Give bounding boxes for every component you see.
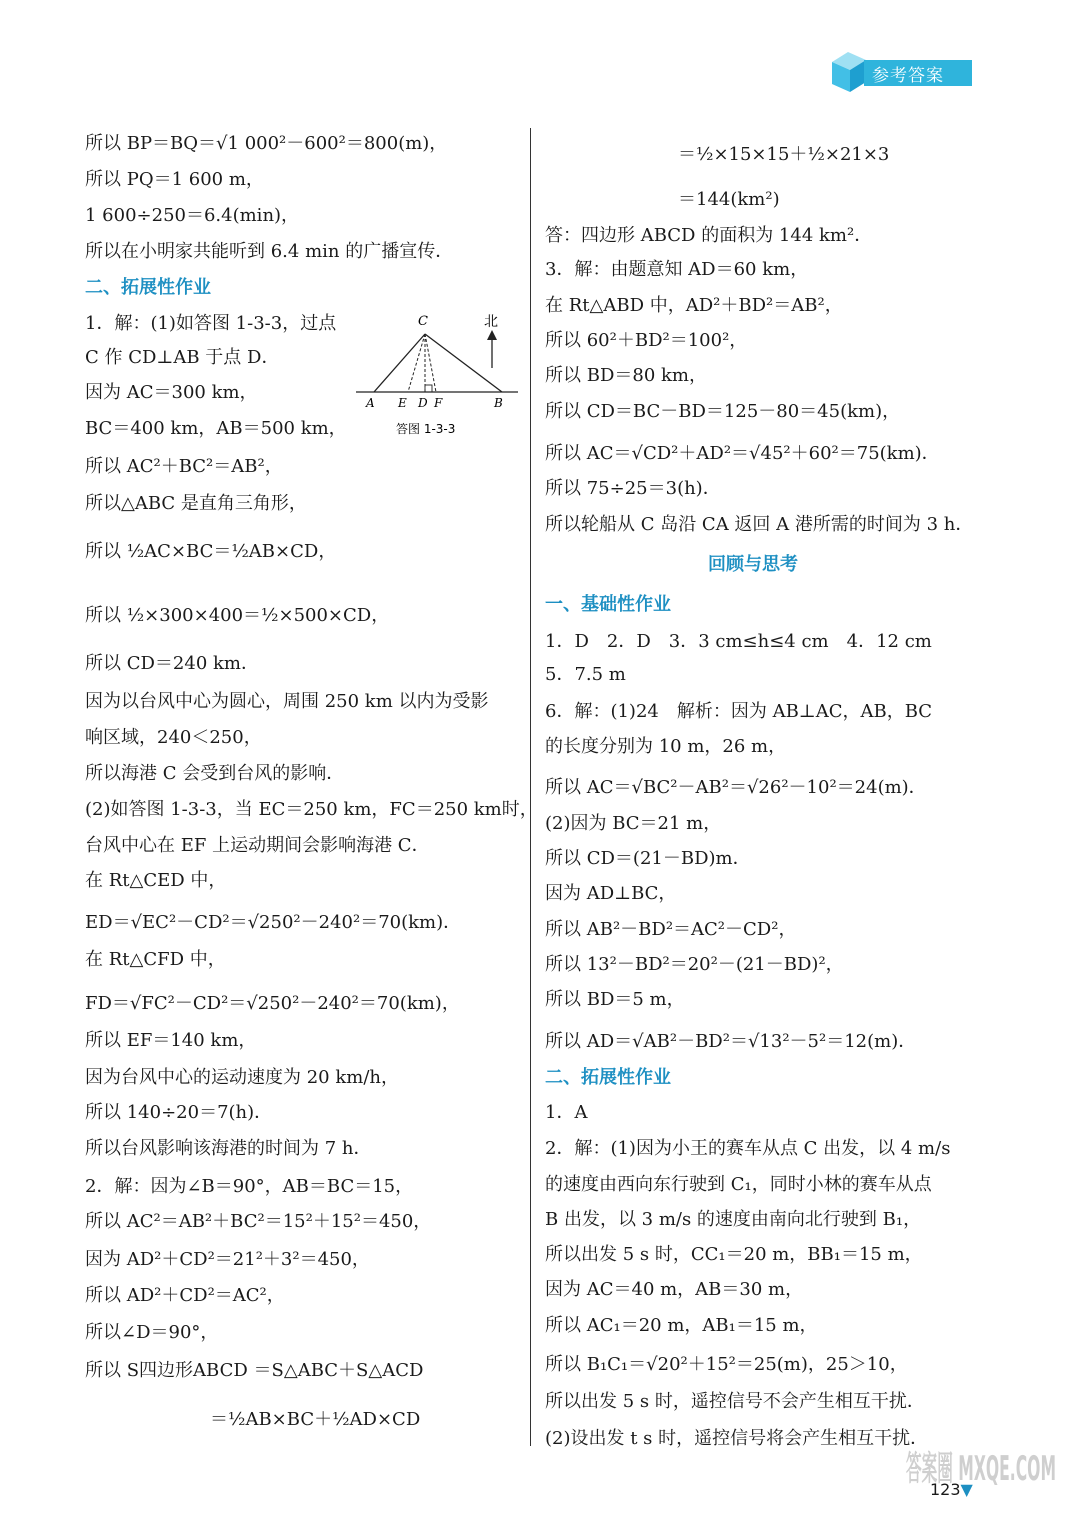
- text-line: ＝½×15×15＋½×21×3: [678, 144, 890, 165]
- label-c: C: [418, 314, 428, 329]
- text-line: 所以在小明家共能听到 6.4 min 的广播宣传．: [85, 241, 454, 262]
- text-line: 所以台风影响该海港的时间为 7 h．: [85, 1138, 372, 1159]
- section-heading: 一、基础性作业: [545, 594, 671, 615]
- text-line: 所以轮船从 C 岛沿 CA 返回 A 港所需的时间为 3 h．: [545, 514, 974, 535]
- text-line: FD＝√FC²－CD²＝√250²－240²＝70(km)，: [85, 993, 460, 1014]
- text-line: 所以 75÷25＝3(h)．: [545, 478, 721, 499]
- text-line: 1．A: [545, 1102, 588, 1123]
- label-d: D: [418, 396, 428, 410]
- text-line: 所以 AD＝√AB²－BD²＝√13²－5²＝12(m)．: [545, 1031, 917, 1052]
- text-line: 所以 B₁C₁＝√20²＋15²＝25(m)，25＞10，: [545, 1354, 908, 1375]
- text-line: 所以 BP＝BQ＝√1 000²－600²＝800(m)，: [85, 133, 448, 154]
- badge-label: 参考答案: [872, 66, 944, 86]
- text-line: 在 Rt△ABD 中，AD²＋BD²＝AB²，: [545, 295, 843, 316]
- text-line: C 作 CD⊥AB 于点 D．: [85, 347, 280, 368]
- text-line: 所以 140÷20＝7(h)．: [85, 1102, 273, 1123]
- text-line: 1．D 2．D 3．3 cm≤h≤4 cm 4．12 cm: [545, 631, 932, 652]
- text-line: 所以海港 C 会受到台风的影响．: [85, 763, 345, 784]
- text-line: 3．解：由题意知 AD＝60 km，: [545, 259, 809, 280]
- figure-caption: 答图 1-3-3: [396, 422, 456, 436]
- text-line: 响区域，240＜250，: [85, 727, 262, 748]
- label-f: F: [434, 396, 443, 410]
- text-line: ＝½AB×BC＋½AD×CD: [210, 1409, 421, 1430]
- label-b: B: [494, 396, 503, 410]
- text-line: 所以出发 5 s 时，遥控信号不会产生相互干扰．: [545, 1391, 925, 1412]
- text-line: 所以 EF＝140 km，: [85, 1030, 257, 1051]
- label-a: A: [366, 396, 375, 410]
- page-number-text: 123: [930, 1480, 961, 1499]
- text-line: B 出发，以 3 m/s 的速度由南向北行驶到 B₁，: [545, 1209, 922, 1230]
- text-line: (2)设出发 t s 时，遥控信号将会产生相互干扰．: [545, 1428, 929, 1449]
- text-line: 所以 CD＝BC－BD＝125－80＝45(km)，: [545, 401, 901, 422]
- text-line: 所以 ½AC×BC＝½AB×CD，: [85, 541, 337, 562]
- column-divider: [530, 128, 531, 1446]
- text-line: 所以 AB²－BD²＝AC²－CD²，: [545, 919, 797, 940]
- text-line: 所以 BD＝5 m，: [545, 989, 685, 1010]
- text-line: 的速度由西向东行驶到 C₁，同时小林的赛车从点: [545, 1174, 932, 1195]
- north-arrowhead: [487, 330, 497, 340]
- section-heading: 二、拓展性作业: [545, 1067, 671, 1088]
- text-line: 台风中心在 EF 上运动期间会影响海港 C．: [85, 835, 430, 856]
- line-cf: [425, 334, 436, 392]
- text-line: 所以 S四边形ABCD ＝S△ABC＋S△ACD: [85, 1360, 424, 1381]
- text-line: 所以 CD＝240 km．: [85, 653, 259, 674]
- text-line: BC＝400 km，AB＝500 km，: [85, 418, 347, 439]
- text-line: 所以 AC＝√BC²－AB²＝√26²－10²＝24(m)．: [545, 777, 927, 798]
- text-line: 所以 AC₁＝20 m，AB₁＝15 m，: [545, 1315, 818, 1336]
- cube-icon: [828, 48, 868, 94]
- text-line: 因为 AD²＋CD²＝21²＋3²＝450，: [85, 1249, 370, 1270]
- text-line: (2)如答图 1-3-3，当 EC＝250 km，FC＝250 km时，: [85, 799, 538, 820]
- text-line: 所以出发 5 s 时，CC₁＝20 m，BB₁＝15 m，: [545, 1244, 923, 1265]
- text-line: 因为台风中心的运动速度为 20 km/h，: [85, 1067, 399, 1088]
- answer-badge: [828, 48, 974, 94]
- label-north: 北: [484, 314, 498, 330]
- watermark-text: 答案圈 MXQE.COM: [906, 1449, 1056, 1489]
- text-line: 因为 AC＝300 km，: [85, 382, 258, 403]
- text-line: 所以 60²＋BD²＝100²，: [545, 330, 748, 351]
- text-line: 1 600÷250＝6.4(min)，: [85, 205, 300, 226]
- text-line: 所以△ABC 是直角三角形，: [85, 493, 307, 514]
- text-line: ED＝√EC²－CD²＝√250²－240²＝70(km)．: [85, 912, 462, 933]
- text-line: 所以 AC²＝AB²＋BC²＝15²＋15²＝450，: [85, 1211, 432, 1232]
- text-line: 2．解：因为∠B＝90°，AB＝BC＝15，: [85, 1176, 414, 1197]
- watermark: [900, 1440, 1060, 1530]
- text-line: 因为以台风中心为圆心，周围 250 km 以内为受影: [85, 691, 489, 712]
- text-line: 2．解：(1)因为小王的赛车从点 C 出发，以 4 m/s: [545, 1138, 951, 1159]
- text-line: 所以 AC＝√CD²＋AD²＝√45²＋60²＝75(km)．: [545, 443, 940, 464]
- triangle-figure: [352, 310, 522, 440]
- text-line: 因为 AD⊥BC，: [545, 883, 677, 904]
- label-e: E: [398, 396, 407, 410]
- down-triangle-icon: ▼: [960, 1480, 973, 1499]
- text-line: 在 Rt△CED 中，: [85, 870, 227, 891]
- text-line: 在 Rt△CFD 中，: [85, 949, 226, 970]
- right-angle-mark: [425, 385, 432, 392]
- text-line: ＝144(km²): [678, 189, 780, 210]
- text-line: 6．解：(1)24 解析：因为 AB⊥AC，AB，BC: [545, 701, 933, 722]
- section-heading: 二、拓展性作业: [85, 277, 211, 298]
- text-line: 所以 PQ＝1 600 m，: [85, 169, 264, 190]
- text-line: 所以 CD＝(21－BD)m．: [545, 848, 751, 869]
- text-line: (2)因为 BC＝21 m，: [545, 813, 722, 834]
- text-line: 所以 AC²＋BC²＝AB²，: [85, 456, 283, 477]
- text-line: 所以 BD＝80 km，: [545, 365, 707, 386]
- section-title: 回顾与思考: [708, 554, 798, 575]
- text-line: 5．7.5 m: [545, 664, 626, 685]
- text-line: 1．解：(1)如答图 1-3-3，过点: [85, 313, 337, 334]
- text-line: 所以 ½×300×400＝½×500×CD，: [85, 605, 390, 626]
- side-ac: [374, 334, 425, 392]
- text-line: 的长度分别为 10 m，26 m，: [545, 736, 787, 757]
- text-line: 答：四边形 ABCD 的面积为 144 km²．: [545, 225, 873, 246]
- side-bc: [425, 334, 502, 392]
- text-line: 所以 AD²＋CD²＝AC²，: [85, 1285, 285, 1306]
- text-line: 因为 AC＝40 m，AB＝30 m，: [545, 1279, 804, 1300]
- text-line: 所以 13²－BD²＝20²－(21－BD)²，: [545, 954, 844, 975]
- text-line: 所以∠D＝90°，: [85, 1322, 219, 1343]
